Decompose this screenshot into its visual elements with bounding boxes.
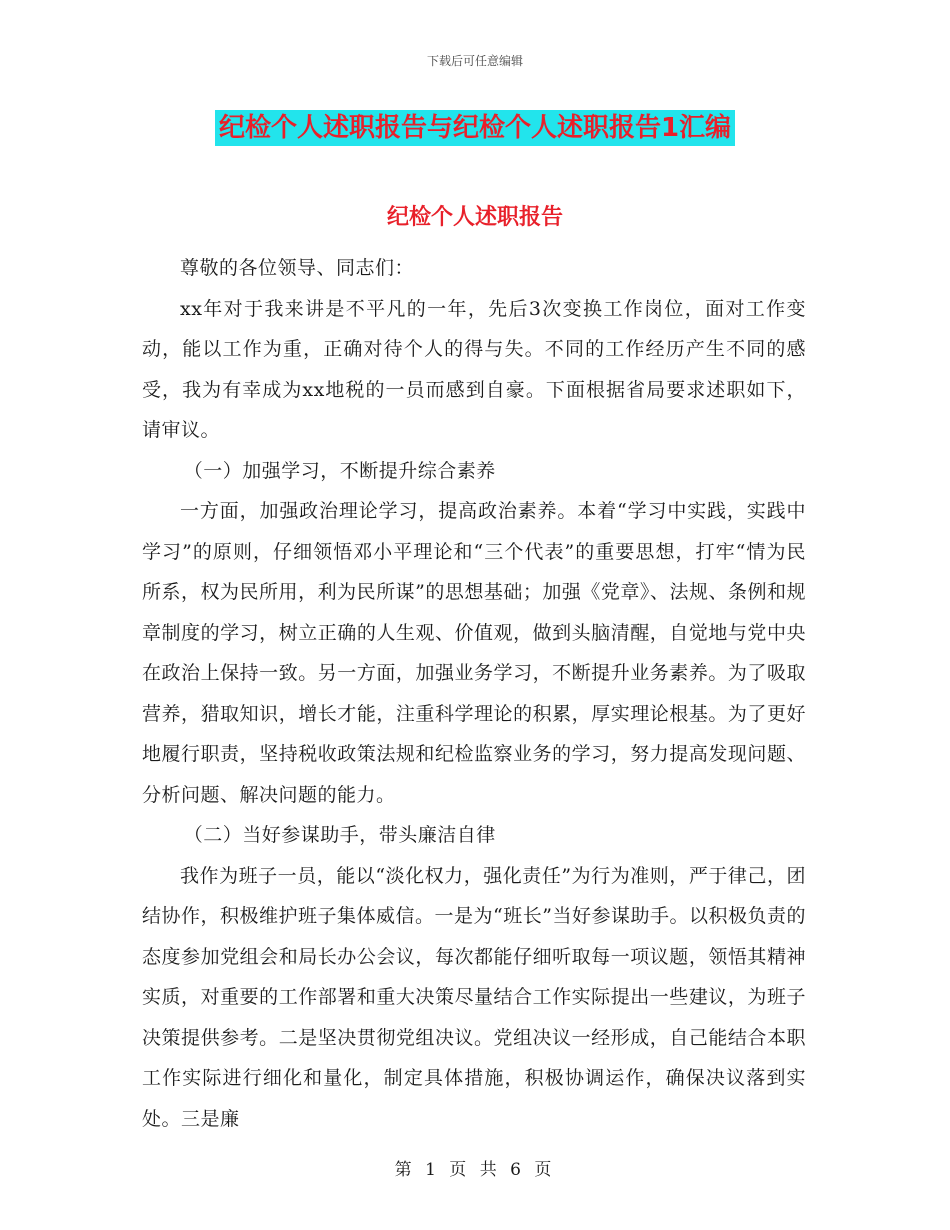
body-paragraph: xx年对于我来讲是不平凡的一年，先后3次变换工作岗位，面对工作变动，能以工作为重，正确对待个人的得与失。不同的工作经历产生不同的感受，我为有幸成为xx地税的一员而感到自豪。下面根据省局要求述职如下，请审议。	[142, 297, 806, 441]
header-note: 下载后可任意编辑	[426, 54, 523, 68]
document-title-text: 纪检个人述职报告与纪检个人述职报告1汇编	[215, 110, 735, 146]
document-body	[142, 248, 806, 1139]
salutation: 尊敬的各位领导、同志们：	[180, 257, 415, 279]
body-paragraph: 我作为班子一员，能以“淡化权力，强化责任”为行为准则，严于律己，团结协作，积极维护班子集体威信。一是为“班长”当好参谋助手。以积极负责的态度参加党组会和局长办公会议，每次都能仔细听取每一项议题，领悟其精神实质，对重要的工作部署和重大决策尽量结合工作实际提出一些建议，为班子决策提供参考。二是坚决贯彻党组决议。党组决议一经形成，自己能结合本职工作实际进行细化和量化，制定具体措施，积极协调运作，确保决议落到实处。三是廉	[142, 864, 806, 1130]
section-heading: （一）加强学习，不断提升综合素养	[183, 459, 496, 482]
document-title	[0, 110, 950, 146]
body-paragraph: 一方面，加强政治理论学习，提高政治素养。本着“学习中实践，实践中学习”的原则，仔细领悟邓小平理论和“三个代表”的重要思想，打牢“情为民所系，权为民所用，利为民所谋”的思想基础；加强《党章》、法规、条例和规章制度的学习，树立正确的人生观、价值观，做到头脑清醒，自觉地与党中央在政治上保持一致。另一方面，加强业务学习，不断提升业务素养。为了吸取营养，猎取知识，增长才能，注重科学理论的积累，厚实理论根基。为了更好地履行职责，坚持税收政策法规和纪检监察业务的学习，努力提高发现问题、分析问题、解决问题的能力。	[142, 500, 806, 806]
page-footer: 第 1 页 共 6 页	[394, 1160, 556, 1180]
section-title: 纪检个人述职报告	[386, 205, 563, 230]
section-heading: （二）当好参谋助手，带头廉洁自律	[183, 824, 496, 846]
